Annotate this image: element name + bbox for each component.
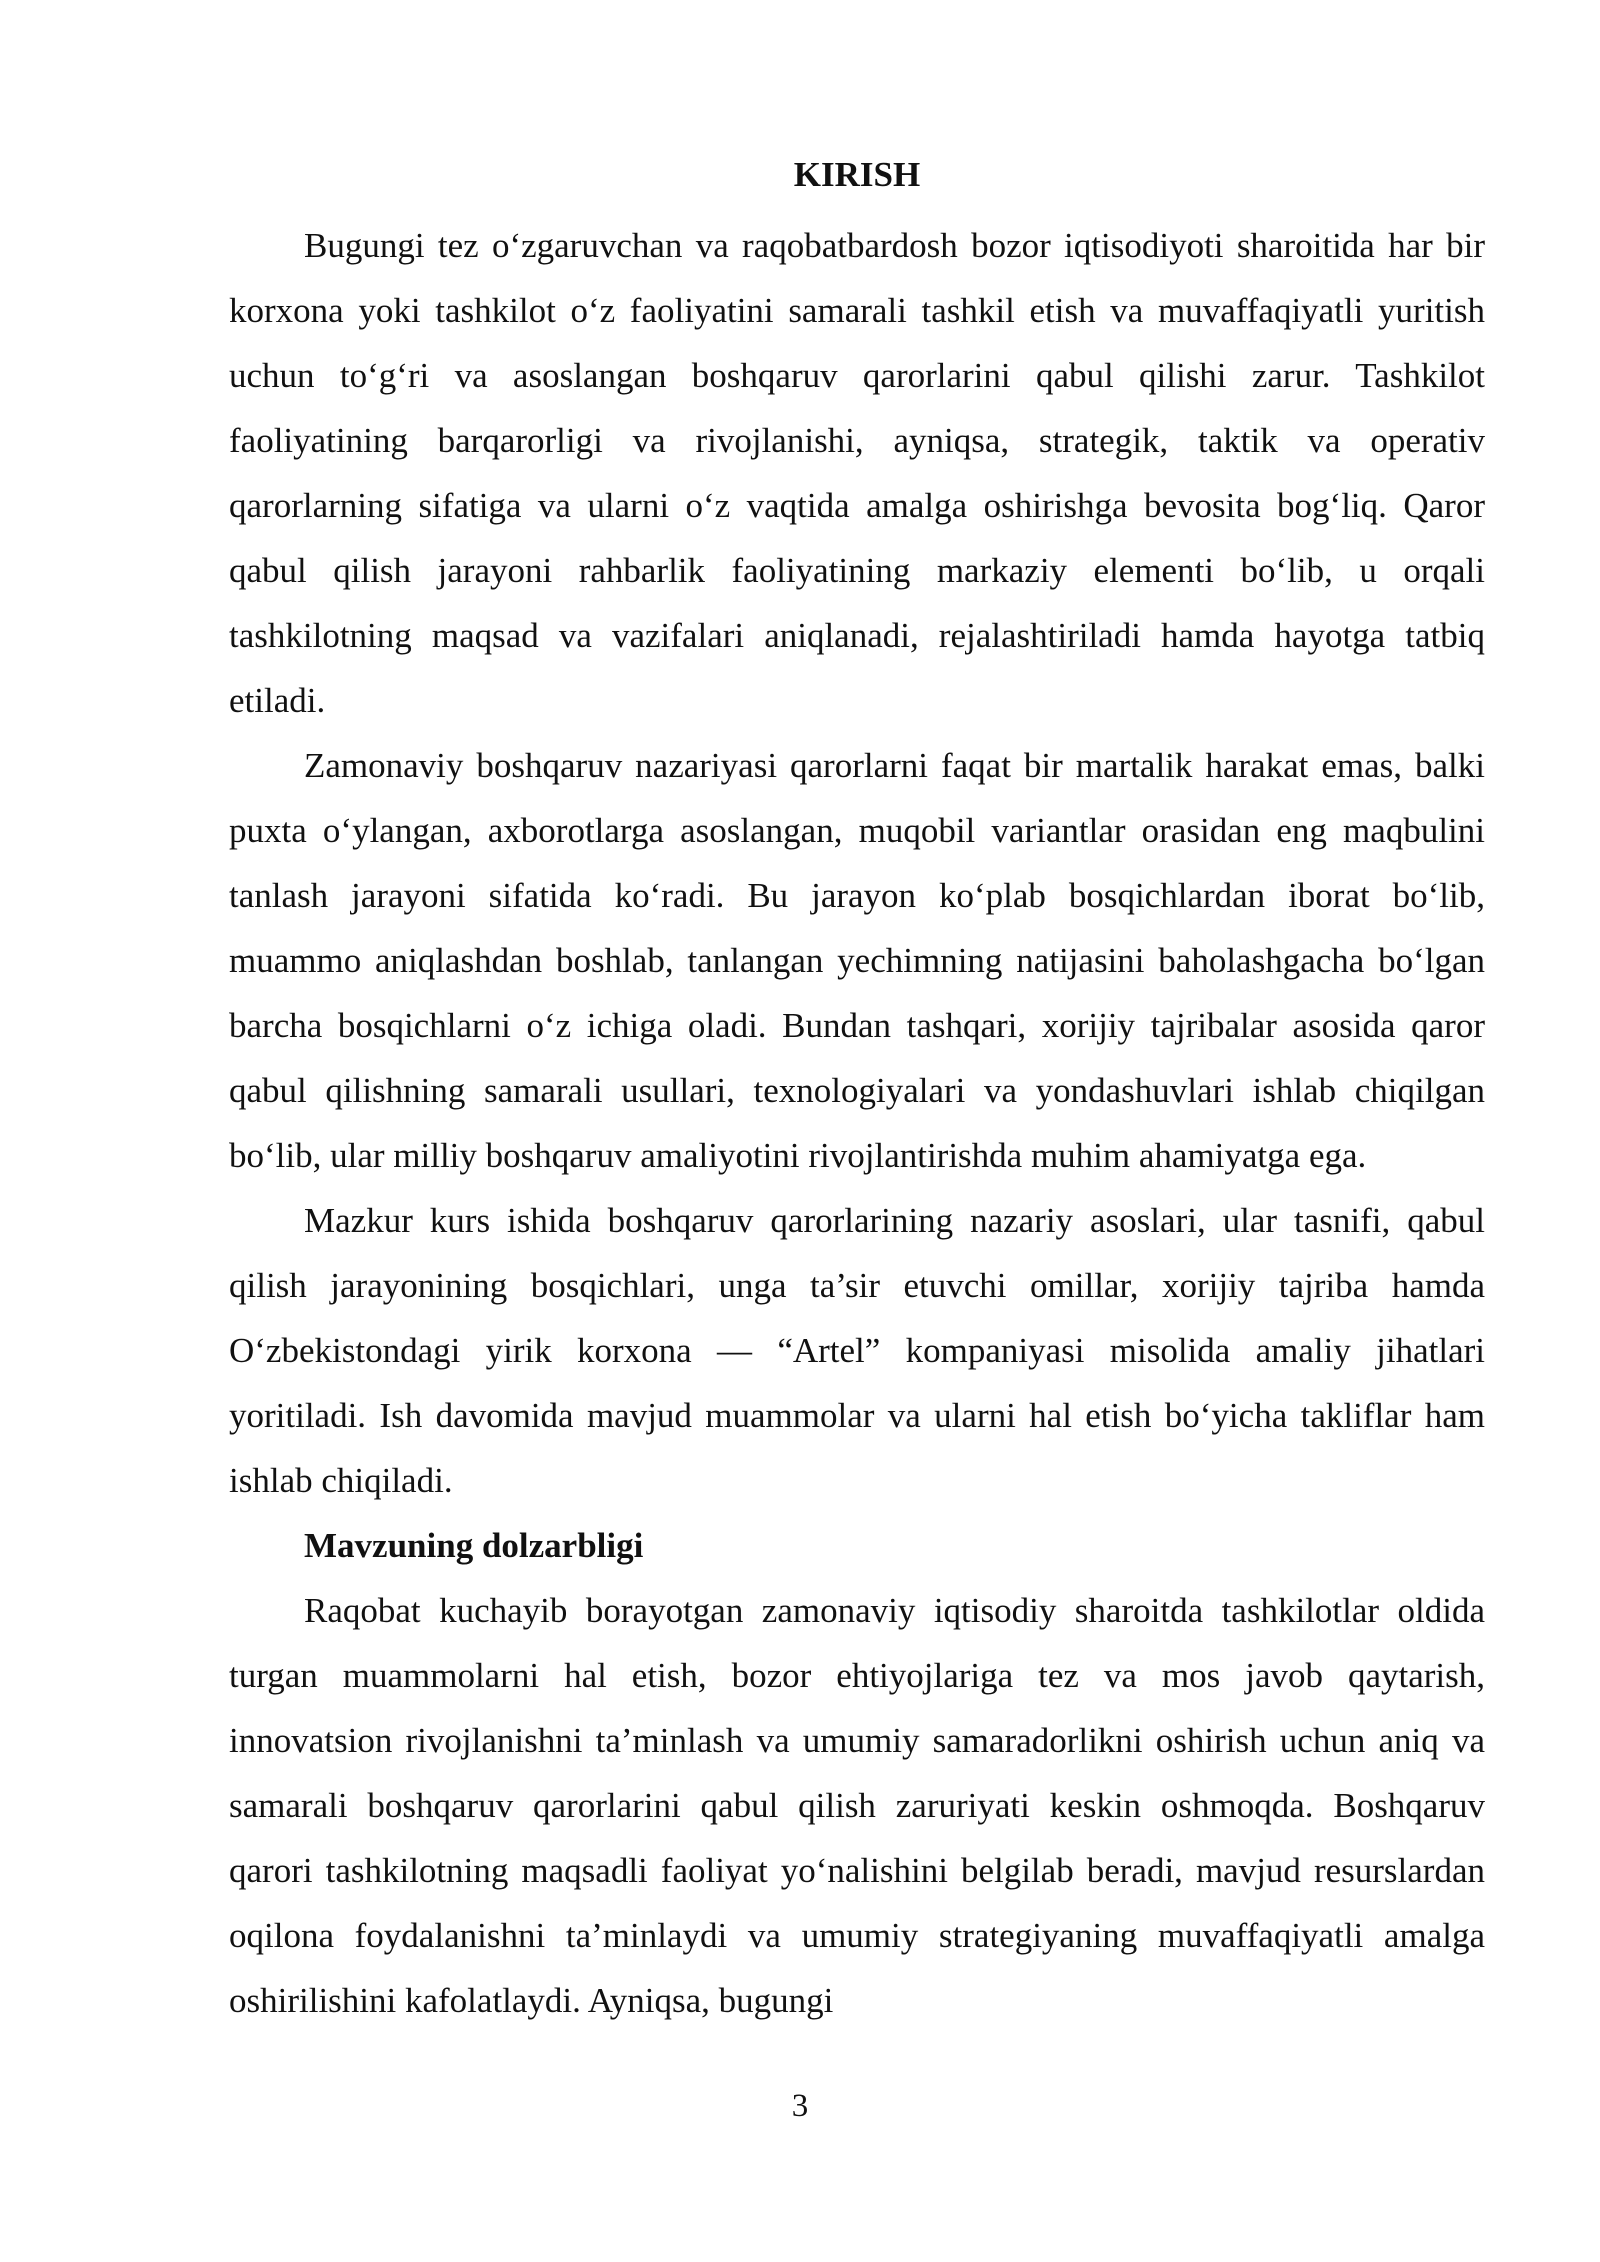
paragraph-intro-3: Mazkur kurs ishida boshqaruv qarorlarining nazariy asoslari, ular tasnifi, qabul qilish jarayonining bosqichlari, unga ta’sir etuvchi omillar, xorijiy tajriba hamda O‘zbekistondagi yirik korxona — “Artel” kompaniyasi misolida amaliy jihatlari yoritiladi. Ish davomida mavjud muammolar va ularni hal etish bo‘yicha takliflar ham ishlab chiqiladi. <box>229 1201 1485 1500</box>
paragraph-intro-2: Zamonaviy boshqaruv nazariyasi qarorlarni faqat bir martalik harakat emas, balki puxta o‘ylangan, axborotlarga asoslangan, muqobil variantlar orasidan eng maqbulini tanlash jarayoni sifatida ko‘radi. Bu jarayon ko‘plab bosqichlardan iborat bo‘lib, muammo aniqlashdan boshlab, tanlangan yechimning natijasini baholashgacha bo‘lgan barcha bosqichlarni o‘z ichiga oladi. Bundan tashqari, xorijiy tajribalar asosida qaror qabul qilishning samarali usullari, texnologiyalari va yondashuvlari ishlab chiqilgan bo‘lib, ular milliy boshqaruv amaliyotini rivojlantirishda muhim ahamiyatga ega. <box>229 746 1485 1175</box>
section-heading: KIRISH <box>793 155 921 194</box>
paragraph-intro-1: Bugungi tez o‘zgaruvchan va raqobatbardosh bozor iqtisodiyoti sharoitida har bir korxona yoki tashkilot o‘z faoliyatini samarali tashkil etish va muvaffaqiyatli yuritish uchun to‘g‘ri va asoslangan boshqaruv qarorlarini qabul qilishi zarur. Tashkilot faoliyatining barqarorligi va rivojlanishi, ayniqsa, strategik, taktik va operativ qarorlarning sifatiga va ularni o‘z vaqtida amalga oshirishga bevosita bog‘liq. Qaror qabul qilish jarayoni rahbarlik faoliyatining markaziy elementi bo‘lib, u orqali tashkilotning maqsad va vazifalari aniqlanadi, rejalashtiriladi hamda hayotga tatbiq etiladi. <box>229 226 1485 720</box>
paragraph-relevance: Raqobat kuchayib borayotgan zamonaviy iqtisodiy sharoitda tashkilotlar oldida turgan muammolarni hal etish, bozor ehtiyojlariga tez va mos javob qaytarish, innovatsion rivojlanishni ta’minlash va umumiy samaradorlikni oshirish uchun aniq va samarali boshqaruv qarorlarini qabul qilish zaruriyati keskin oshmoqda. Boshqaruv qarori tashkilotning maqsadli faoliyat yo‘nalishini belgilab beradi, mavjud resurslardan oqilona foydalanishni ta’minlaydi va umumiy strategiyaning muvaffaqiyatli amalga oshirilishini kafolatlaydi. Ayniqsa, bugungi <box>229 1591 1485 2020</box>
subheading-relevance: Mavzuning dolzarbligi <box>304 1526 644 1565</box>
page-content <box>229 148 1485 2033</box>
page-number: 3 <box>791 2088 809 2124</box>
